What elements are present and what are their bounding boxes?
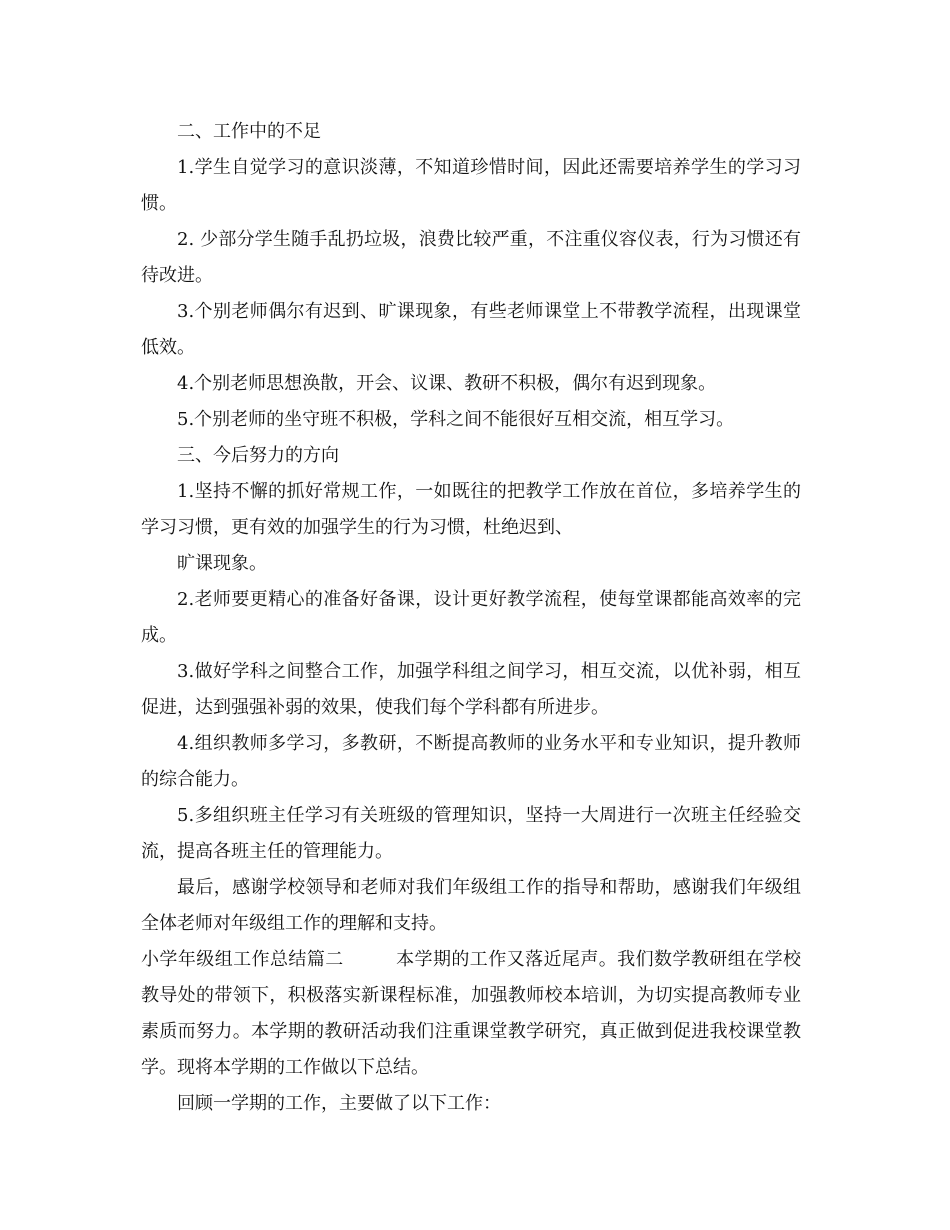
paragraph-direction-4: 4.组织教师多学习，多教研，不断提高教师的业务水平和专业知识，提升教师的综合能力。 <box>141 733 801 790</box>
heading-future-direction: 三、今后努力的方向 <box>177 445 339 466</box>
paragraph-review: 回顾一学期的工作，主要做了以下工作： <box>177 1093 501 1114</box>
paragraph-thanks: 最后，感谢学校领导和老师对我们年级组工作的指导和帮助，感谢我们年级组全体老师对年级组工作的理解和支持。 <box>141 877 801 934</box>
paragraph-shortcoming-2: 2. 少部分学生随手乱扔垃圾，浪费比较严重，不注重仪容仪表，行为习惯还有待改进。 <box>141 229 801 286</box>
paragraph-direction-5: 5.多组织班主任学习有关班级的管理知识，坚持一大周进行一次班主任经验交流，提高各班主任的管理能力。 <box>141 805 801 862</box>
paragraph-direction-1-continued: 旷课现象。 <box>177 553 267 574</box>
heading-shortcomings: 二、工作中的不足 <box>177 121 321 142</box>
paragraph-shortcoming-4: 4.个别老师思想涣散，开会、议课、教研不积极，偶尔有迟到现象。 <box>177 373 717 394</box>
document-body <box>141 114 801 1122</box>
section-two-paragraph <box>141 942 801 1086</box>
section-two-heading: 小学年级组工作总结篇二 <box>141 949 344 970</box>
paragraph-direction-3: 3.做好学科之间整合工作，加强学科组之间学习，相互交流，以优补弱，相互促进，达到强强补弱的效果，使我们每个学科都有所进步。 <box>141 661 801 718</box>
paragraph-shortcoming-5: 5.个别老师的坐守班不积极，学科之间不能很好互相交流，相互学习。 <box>177 409 735 430</box>
paragraph-direction-2: 2.老师要更精心的准备好备课，设计更好教学流程，使每堂课都能高效率的完成。 <box>141 589 801 646</box>
paragraph-shortcoming-1: 1.学生自觉学习的意识淡薄，不知道珍惜时间，因此还需要培养学生的学习习惯。 <box>141 157 801 214</box>
section-two-body: 本学期的工作又落近尾声。我们数学教研组在学校教导处的带领下，积极落实新课程标准，加强教师校本培训，为切实提高教师专业素质而努力。本学期的教研活动我们注重课堂教学研究，真正做到促进我校课堂教学。现将本学期的工作做以下总结。 <box>141 949 802 1078</box>
paragraph-direction-1: 1.坚持不懈的抓好常规工作，一如既往的把教学工作放在首位，多培养学生的学习习惯，更有效的加强学生的行为习惯，杜绝迟到、 <box>141 481 801 538</box>
paragraph-shortcoming-3: 3.个别老师偶尔有迟到、旷课现象，有些老师课堂上不带教学流程，出现课堂低效。 <box>141 301 801 358</box>
